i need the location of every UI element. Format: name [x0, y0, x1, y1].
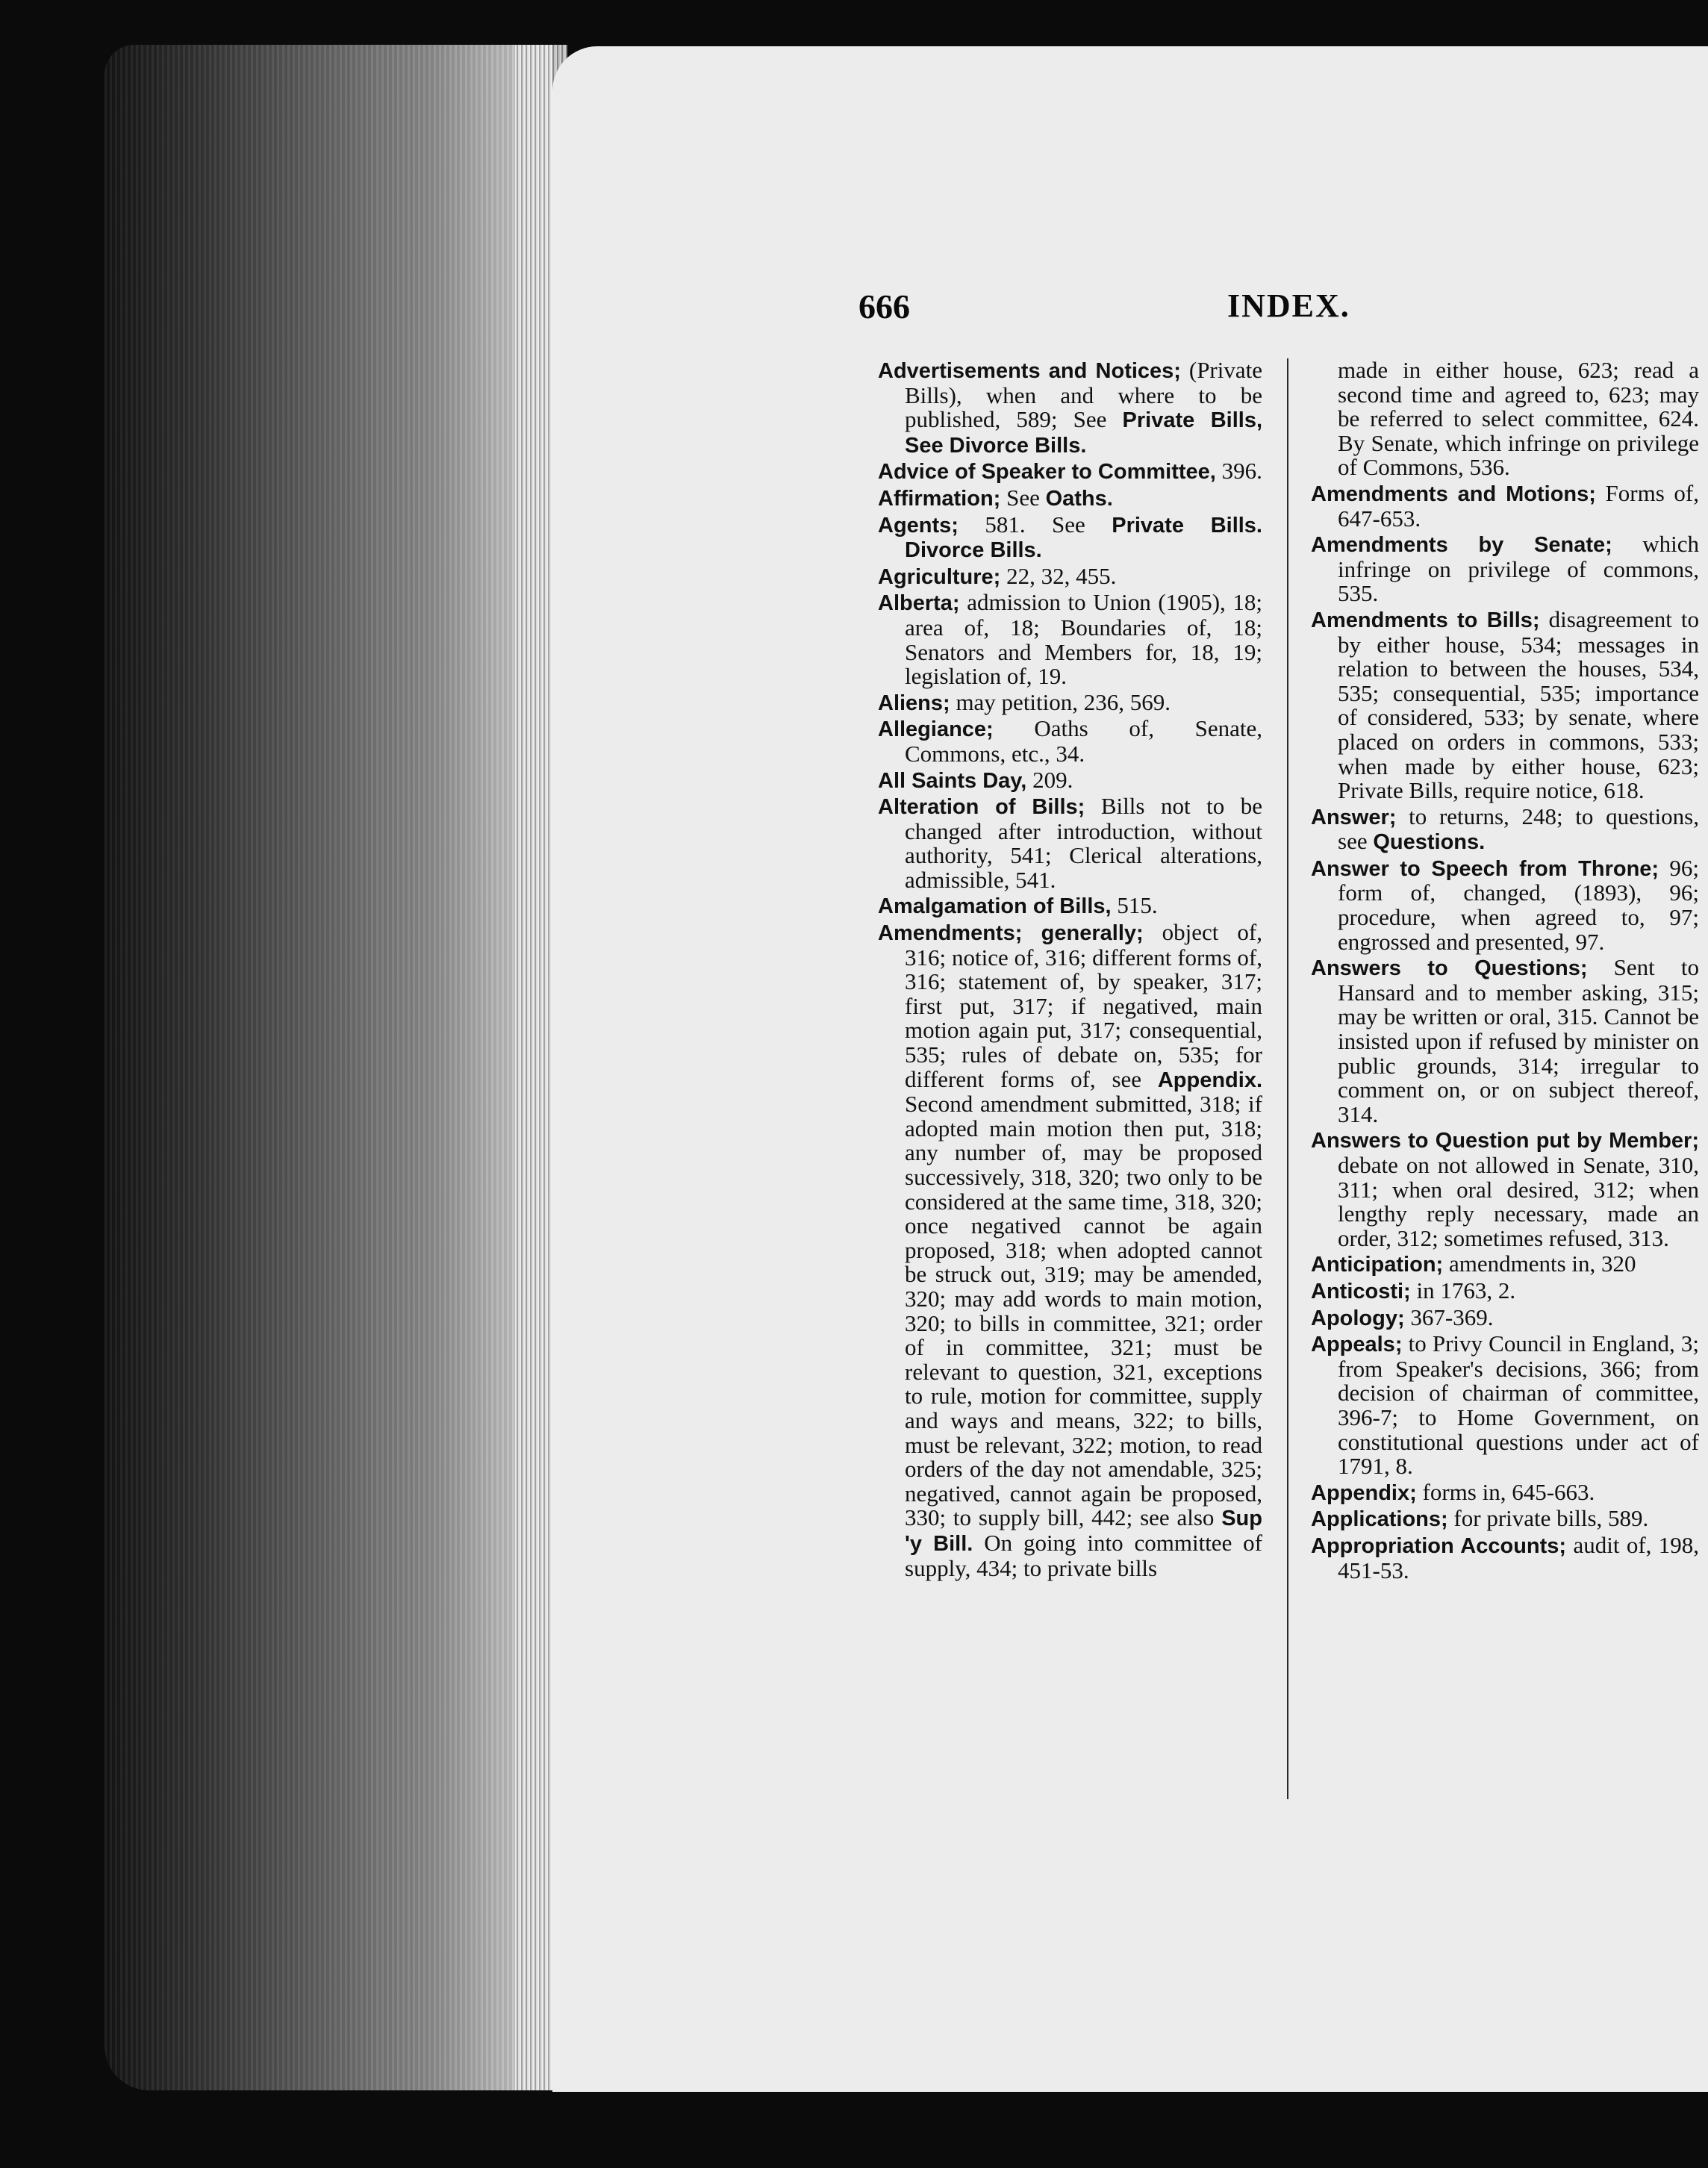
index-text: Second amendment submitted, 318; if adopted main motion then put, 318; any number of, may be proposed successively, 318, 320; two only to be considered at the same time, 318, 320; once negatived cannot be again proposed, 318; when adopted cannot be struck out, 319; may be amended, 320; may add words to main motion, 320; to bills in committee, 321; order of in committee, 321; must be relevant to question, 321, exceptions to rule, motion for committee, supply and ways and means, 322; to bills, must be relevant, 322; motion, to read orders of the day not amendable, 325; negatived, cannot again be proposed, 330; to supply bill, 442; see also — [905, 1091, 1262, 1531]
index-heading: Advertisements and Notices; — [878, 359, 1181, 383]
index-text: disagreement to by either house, 534; messages in relation to between the houses, 534, 535; consequential, 535; importance of considered, 533; by senate, where placed on orders in commons, 533; when made by either house, 623; Private Bills, require notice, 618. — [1338, 605, 1699, 804]
index-text: Oaths of, Senate, Commons, etc., 34. — [905, 715, 1262, 767]
index-entry — [878, 921, 1262, 1580]
index-entry — [1311, 1332, 1699, 1479]
index-entry — [1311, 1507, 1699, 1532]
cross-reference: Appendix. — [1157, 1068, 1262, 1092]
index-text: to Privy Council in England, 3; from Speaker's decisions, 366; from decision of chairman of committee, 396-7; to Home Government, on constitutional questions under act of 1791, 8. — [1338, 1330, 1699, 1480]
index-entry — [1311, 1252, 1699, 1277]
index-heading: Amendments to Bills; — [1311, 608, 1540, 632]
index-entry — [878, 358, 1262, 458]
index-heading: Applications; — [1311, 1507, 1448, 1532]
index-entry — [1311, 1533, 1699, 1583]
index-text: admission to Union (1905), 18; area of, 18; Boundaries of, 18; Senators and Members for, 18, 19; legislation of, 19. — [905, 589, 1262, 690]
index-text: (Private Bills), when and where to be published, 589; See — [905, 357, 1262, 433]
index-text: 396. — [1215, 458, 1262, 485]
index-text: for private bills, 589. — [1447, 1505, 1649, 1532]
index-entry — [1311, 532, 1699, 606]
index-entry — [878, 717, 1262, 766]
page-title: INDEX. — [1227, 287, 1350, 324]
index-text: made in either house, 623; read a second time and agreed to, 623; may be referred to select committee, 624. By Senate, which infringe on privilege of Commons, 536. — [1338, 357, 1699, 481]
index-text: debate on not allowed in Senate, 310, 311; when oral desired, 312; when lengthy reply necessary, made an order, 312; sometimes refused, 313. — [1338, 1152, 1699, 1251]
index-column-left — [878, 358, 1262, 1582]
column-divider — [1287, 358, 1288, 1799]
index-heading: Agents; — [878, 513, 959, 538]
index-text: On going into committee of supply, 434; to private bills — [905, 1529, 1262, 1581]
index-text: may petition, 236, 569. — [950, 688, 1171, 715]
index-entry — [1311, 605, 1699, 804]
index-column-right — [1311, 358, 1699, 1584]
index-entry — [878, 768, 1262, 794]
index-entry — [878, 486, 1262, 511]
index-entry — [878, 794, 1262, 892]
index-heading: Amendments by Senate; — [1311, 533, 1612, 558]
cross-reference: Questions. — [1373, 830, 1486, 855]
index-entry — [1311, 1279, 1699, 1304]
index-text: Bills not to be changed after introduction, without authority, 541; Clerical alterations, admissible, 541. — [905, 793, 1262, 893]
index-heading: Appendix; — [1311, 1480, 1417, 1505]
index-entry — [878, 513, 1262, 563]
index-entry — [1311, 358, 1699, 480]
index-entry — [878, 894, 1262, 919]
index-heading: Amalgamation of Bills, — [878, 894, 1112, 919]
index-heading: Answer to Speech from Throne; — [1311, 856, 1659, 881]
index-heading: Allegiance; — [878, 717, 994, 742]
index-entry — [1311, 1128, 1699, 1250]
index-entry — [1311, 1480, 1699, 1506]
index-entry — [1311, 1303, 1699, 1331]
cross-reference: See Divorce Bills. — [905, 433, 1087, 458]
index-text: Forms of, 647-653. — [1338, 479, 1699, 532]
index-text: See — [1000, 484, 1046, 511]
index-text: 22, 32, 455. — [1000, 562, 1117, 589]
cross-reference: Sup 'y Bill. — [905, 1507, 1262, 1556]
index-entry — [1311, 956, 1699, 1127]
index-heading: Alberta; — [878, 591, 960, 616]
index-heading: Appeals; — [1311, 1333, 1403, 1357]
index-heading: Appropriation Accounts; — [1311, 1533, 1567, 1558]
index-entry — [878, 591, 1262, 688]
index-entry — [878, 459, 1262, 485]
index-heading: Apology; — [1311, 1306, 1405, 1330]
page-number: 666 — [858, 287, 910, 325]
index-heading: Affirmation; — [878, 486, 1001, 511]
index-text: object of, 316; notice of, 316; different forms of, 316; statement of, by speaker, 317; first put, 317; if negatived, main motion again put, 317; consequential, 535; rules of debate on, 535; for different forms of, see — [905, 919, 1262, 1092]
index-heading: Anticosti; — [1311, 1279, 1411, 1303]
cross-reference: Private Bills, — [1122, 408, 1263, 433]
index-page — [552, 46, 1708, 2092]
index-heading: Answer; — [1311, 805, 1397, 829]
index-entry — [878, 688, 1262, 716]
index-heading: Advice of Speaker to Committee, — [878, 460, 1216, 485]
index-entry — [1311, 805, 1699, 855]
page-header — [858, 287, 1605, 339]
index-heading: Anticipation; — [1311, 1253, 1444, 1277]
index-text: 515. — [1111, 892, 1158, 919]
index-text: 96; form of, changed, (1893), 96; procedure, when agreed to, 97; engrossed and presented, 97. — [1338, 854, 1699, 955]
index-heading: Agriculture; — [878, 564, 1001, 589]
index-heading: All Saints Day, — [878, 768, 1027, 793]
index-heading: Amendments; generally; — [878, 921, 1144, 946]
index-text: Sent to Hansard and to member asking, 315; may be written or oral, 315. Cannot be insisted upon if refused by minister on public grounds, 314; irregular to comment on, or on subject thereof, 314. — [1338, 954, 1699, 1127]
cross-reference: Oaths. — [1045, 486, 1113, 511]
index-text: 581. See — [958, 511, 1112, 538]
index-text: forms in, 645-663. — [1416, 1478, 1595, 1505]
cross-reference: Private Bills. Divorce Bills. — [905, 513, 1262, 563]
index-text: 209. — [1026, 766, 1073, 793]
index-entry — [1311, 856, 1699, 954]
index-heading: Amendments and Motions; — [1311, 482, 1596, 506]
index-heading: Answers to Question put by Member; — [1311, 1129, 1699, 1153]
book-spine — [105, 45, 552, 2090]
index-text: audit of, 198, 451-53. — [1338, 1531, 1700, 1583]
index-heading: Aliens; — [878, 691, 950, 715]
index-entry — [878, 564, 1262, 590]
index-heading: Answers to Questions; — [1311, 956, 1588, 981]
index-text: in 1763, 2. — [1410, 1277, 1516, 1303]
index-entry — [1311, 479, 1699, 532]
index-text: to returns, 248; to questions, see — [1338, 803, 1699, 855]
index-text: 367-369. — [1404, 1303, 1494, 1330]
index-text: amendments in, 320 — [1443, 1250, 1636, 1277]
index-text: which infringe on privilege of commons, 535. — [1338, 531, 1699, 607]
index-heading: Alteration of Bills; — [878, 795, 1085, 820]
